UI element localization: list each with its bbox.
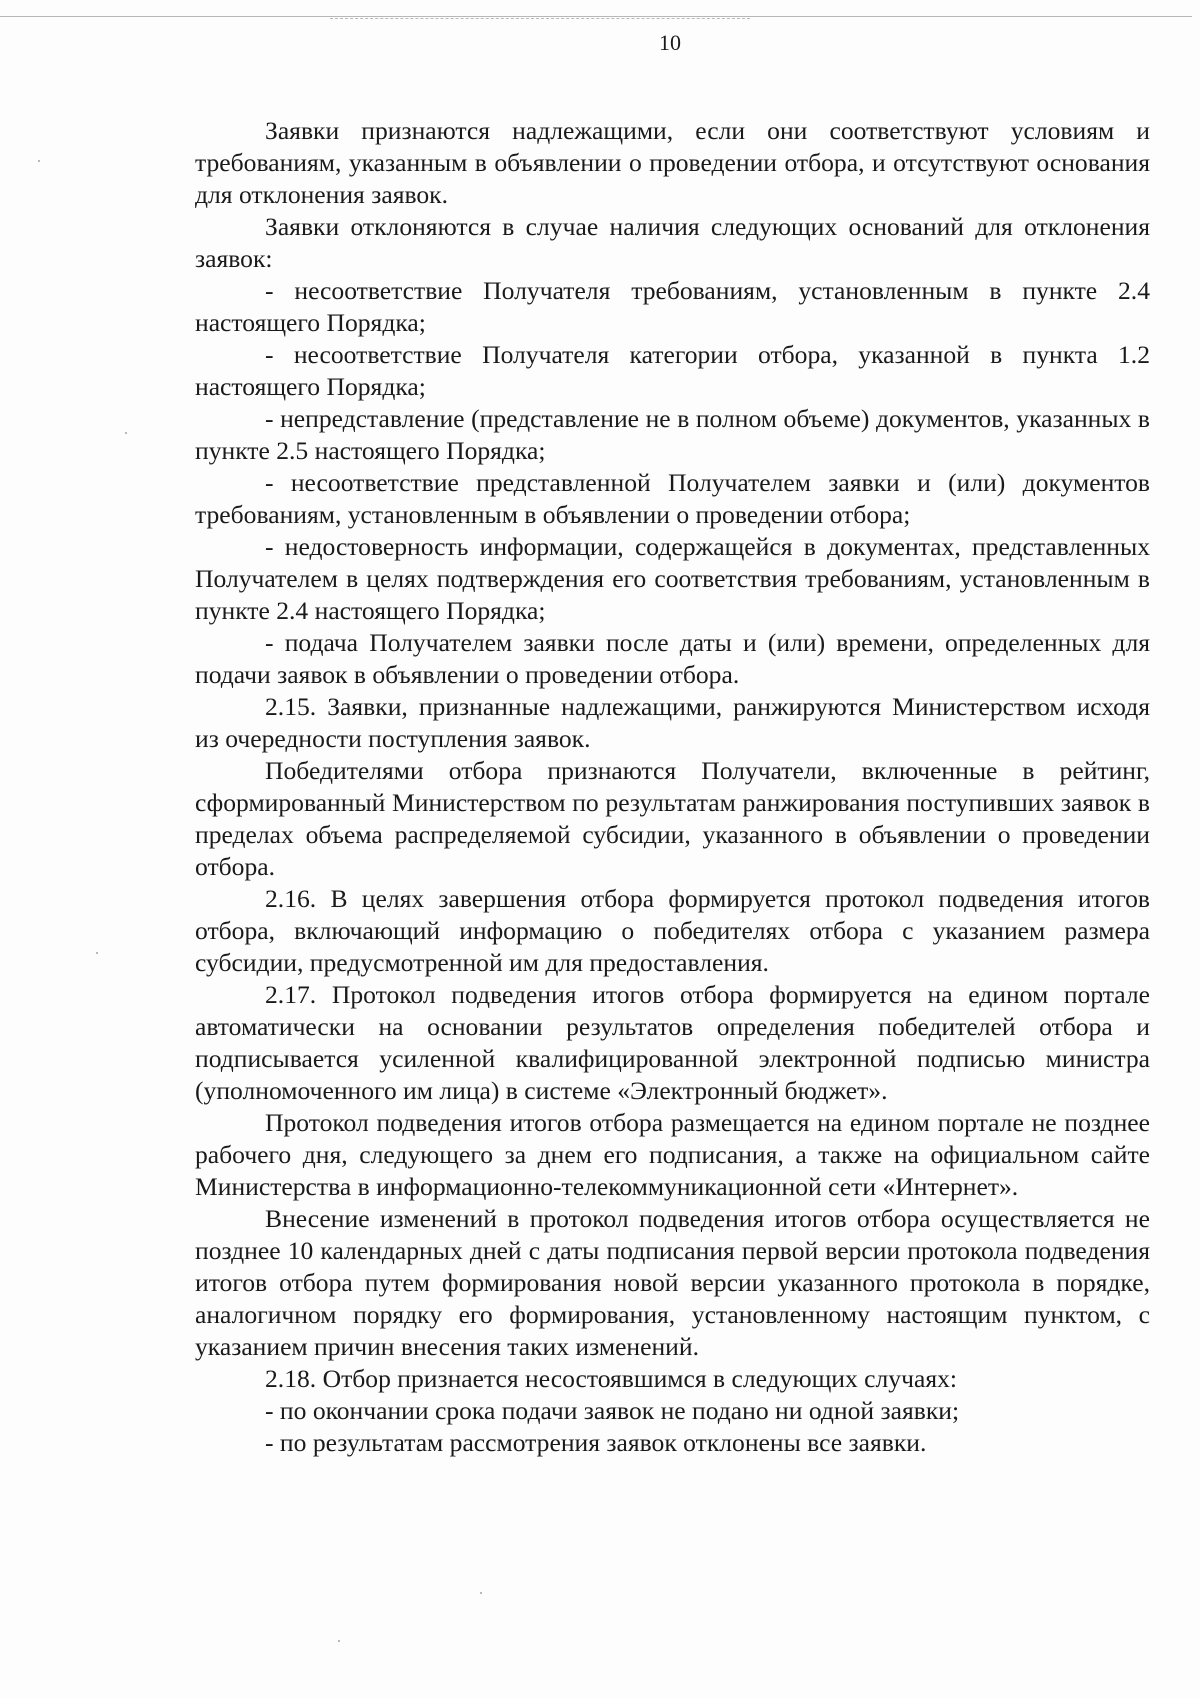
list-item: - по результатам рассмотрения заявок отклонены все заявки. — [265, 1428, 927, 1457]
page-number: 10 — [659, 30, 681, 55]
paragraph: Заявки отклоняются в случае наличия следующих оснований для отклонения заявок: — [195, 212, 1150, 273]
scan-speck — [38, 160, 40, 162]
paragraph: 2.18. Отбор признается несостоявшимся в следующих случаях: — [265, 1364, 958, 1393]
scan-edge-line — [0, 16, 1192, 17]
scan-edge-line — [330, 18, 750, 19]
paragraph: Внесение изменений в протокол подведения итогов отбора осуществляется не позднее 10 календарных дней с даты подписания первой версии протокола подведения итогов отбора путем формирования новой версии указанного протокола в порядке, аналогичном порядку его формирования, установленному настоящим пунктом, с указанием причин внесения таких изменений. — [195, 1204, 1150, 1361]
scan-speck — [338, 1640, 340, 1642]
paragraph: Заявки признаются надлежащими, если они соответствуют условиям и требованиям, указанным в объявлении о проведении отбора, и отсутствуют основания для отклонения заявок. — [195, 116, 1150, 209]
list-item: - по окончании срока подачи заявок не подано ни одной заявки; — [265, 1396, 960, 1425]
scan-speck — [125, 432, 127, 434]
list-item: - несоответствие представленной Получателем заявки и (или) документов требованиям, установленным в объявлении о проведении отбора; — [195, 468, 1150, 529]
paragraph: Победителями отбора признаются Получатели, включенные в рейтинг, сформированный Министерством по результатам ранжирования поступивших заявок в пределах объема распределяемой субсидии, указанного в объявлении о проведении отбора. — [195, 756, 1150, 881]
paragraph: 2.16. В целях завершения отбора формируется протокол подведения итогов отбора, включающий информацию о победителях отбора с указанием размера субсидии, предусмотренной им для предоставления. — [195, 884, 1150, 977]
list-item: - непредставление (представление не в полном объеме) документов, указанных в пункте 2.5 настоящего Порядка; — [195, 404, 1150, 465]
paragraph: Протокол подведения итогов отбора размещается на едином портале не позднее рабочего дня, следующего за днем его подписания, а также на официальном сайте Министерства в информационно-телекоммуникационной сети «Интернет». — [195, 1108, 1150, 1201]
list-item: - подача Получателем заявки после даты и (или) времени, определенных для подачи заявок в объявлении о проведении отбора. — [195, 628, 1150, 689]
paragraph: 2.15. Заявки, признанные надлежащими, ранжируются Министерством исходя из очередности поступления заявок. — [195, 692, 1150, 753]
list-item: - несоответствие Получателя категории отбора, указанной в пункта 1.2 настоящего Порядка; — [195, 340, 1150, 401]
document-body — [195, 115, 1150, 1459]
scan-speck — [96, 952, 98, 954]
list-item: - недостоверность информации, содержащейся в документах, представленных Получателем в целях подтверждения его соответствия требованиям, установленным в пункте 2.4 настоящего Порядка; — [195, 532, 1150, 625]
scan-speck — [480, 1592, 482, 1594]
list-item: - несоответствие Получателя требованиям, установленным в пункте 2.4 настоящего Порядка; — [195, 276, 1150, 337]
paragraph: 2.17. Протокол подведения итогов отбора формируется на едином портале автоматически на основании результатов определения победителей отбора и подписывается усиленной квалифицированной электронной подписью министра (уполномоченного им лица) в системе «Электронный бюджет». — [195, 980, 1150, 1105]
